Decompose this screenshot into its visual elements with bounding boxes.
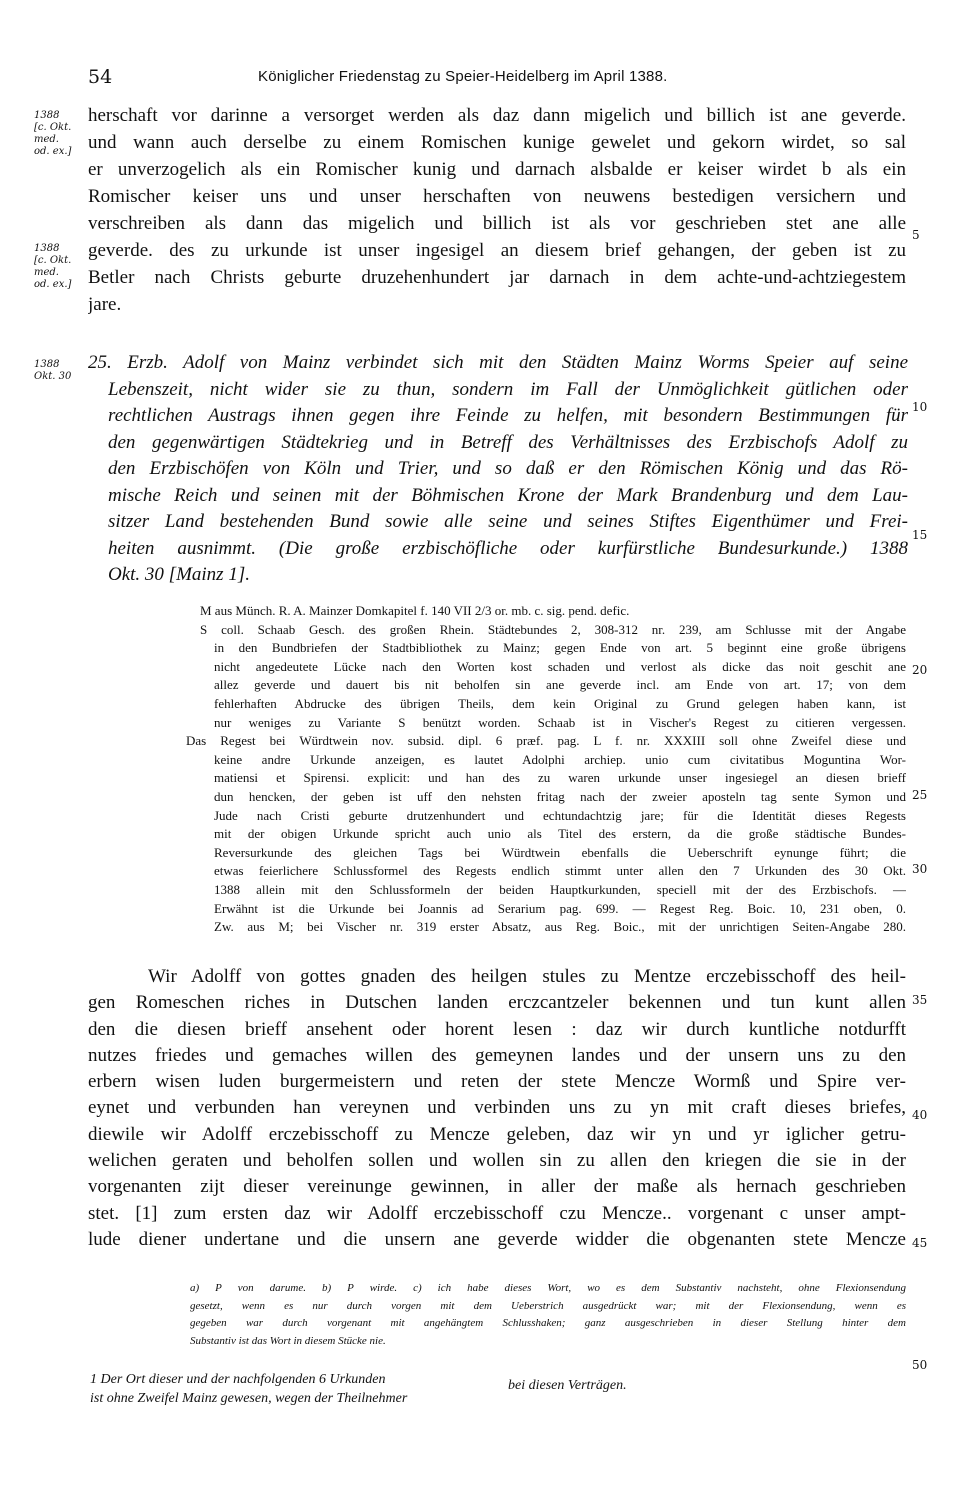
document-line: nutzes friedes und gemaches willen des gemeynen landes und der unsern uns zu den	[88, 1044, 906, 1066]
text-line: und wann auch derselbe zu einem Romischen kunige gewelet und gekorn wirdet, so sal	[88, 132, 906, 153]
source-line: etwas feierlichere Schlussformel des Regests endlich stimmt unter allen den 7 Urkunden des 30 Okt.	[214, 863, 906, 879]
regest-line: Okt. 30 [Mainz 1].	[108, 564, 250, 585]
line-number: 15	[912, 528, 928, 542]
margin-date-note: 1388 Okt. 30	[34, 359, 72, 382]
source-line: allez geverde und dauert bis nit beholfen sin ane geverde incl. am Ende von art. 17; von dem	[214, 677, 906, 693]
source-line: Reversurkunde des gleichen Tags bei Würdtwein ebenfalls die Ueberschrift eynunge führt; die	[214, 844, 906, 860]
source-line: S coll. Schaab Gesch. des großen Rhein. Städtebundes 2, 308-312 nr. 239, am Schlusse mit der Angabe	[200, 621, 906, 637]
regest-line: rechtlichen Austrags ihnen gegen ihre Feinde zu helfen, mit besondern Bestimmungen für	[108, 405, 908, 426]
source-line: dun hencken, der geben ist uff den nehsten fritag nach der zweier aposteln tag sente Symon und	[214, 788, 906, 804]
source-line: fehlerhaften Abdrucke des übrigen Theils, dem kein Original zu Grund gelegen haben kann, ist	[214, 695, 906, 711]
source-line: in den Bundbriefen der Stadtbibliothek zu Mainz; gegen Ende von art. 5 beginnt eine große übrigens	[214, 640, 906, 656]
text-line: Romischer keiser uns und unser herschaften von neuwens bestedigen versichern und	[88, 186, 906, 207]
regest-line: heiten ausnimmt. (Die große erzbischöfliche oder kurfürstliche Bundesurkunde.) 1388	[108, 537, 908, 559]
line-number: 30	[912, 862, 928, 876]
line-number: 25	[912, 788, 928, 802]
apparatus-line: Substantiv ist das Wort in diesem Stücke nie.	[190, 1334, 386, 1347]
source-line: mit der obigen Urkunde spricht auch unio als Titel des erstern, da die große städtische Bundes-	[214, 826, 906, 842]
line-number: 45	[912, 1236, 928, 1250]
source-line: M aus Münch. R. A. Mainzer Domkapitel f. 140 VII 2/3 or. mb. c. sig. pend. defic.	[200, 603, 630, 618]
text-line: herschaft vor darinne a versorget werden als daz dann migelich und billich ist ane geverde.	[88, 105, 906, 126]
document-text	[88, 964, 906, 1253]
source-line: Zw. aus M; bei Vischer nr. 319 erster Absatz, aus Reg. Boic., mit der unrichtigen Seiten-Angabe 280.	[214, 919, 906, 935]
document-line: gen Romeschen riches in Dutschen landen erczcantzeler bekennen und tun kunt allen	[88, 992, 906, 1014]
source-line: 1388 allein mit den Schlussformeln der beiden Hauptkurkunden, speciell mit der des Erzbischofs. —	[214, 881, 906, 897]
text-line: verschreiben als dann das migelich und billich ist als vor geschrieben stet ane alle	[88, 213, 906, 234]
line-number: 35	[912, 993, 928, 1007]
document-line: welichen geraten und beholfen sollen und wollen sin zu allen den kriegen die sie in der	[88, 1150, 906, 1172]
footnote-line: ist ohne Zweifel Mainz gewesen, wegen der Theilnehmer	[90, 1391, 408, 1406]
footnote-line: 1 Der Ort dieser und der nachfolgenden 6 Urkunden	[90, 1372, 386, 1387]
line-number: 10	[912, 400, 928, 414]
critical-apparatus	[190, 1280, 906, 1350]
regest-line: sitzer Land bestehenden Bund sowie alle seine und seines Stiftes Eigenthümer und Frei-	[108, 511, 908, 532]
line-number: 20	[912, 663, 928, 677]
line-number: 40	[912, 1108, 928, 1122]
document-line: lude diener undertane und die unsern ane geverde widder die obgenanten stete Mencze	[88, 1228, 906, 1250]
regest-line: den gegenwärtigen Städtekrieg und in Betreff des Verhältnisses des Erzbischofs Adolf zu	[108, 431, 908, 453]
page-header	[88, 66, 908, 88]
regest-line: den Erzbischöfen von Köln und Trier, und so daß er den Römischen König und das Rö-	[108, 458, 908, 479]
text-line: Betler nach Christs geburte druzehenhundert jar darnach in dem achte-und-achtziegestem	[88, 267, 906, 288]
regest-line: 25. Erzb. Adolf von Mainz verbindet sich mit den Städten Mainz Worms Speier auf seine	[88, 352, 908, 373]
continued-document-text	[88, 102, 906, 318]
source-line: nur weniges zu Variante S benützt worden. Schaab ist in Vischer's Regest zu citieren vergessen.	[214, 714, 906, 730]
line-number: 50	[912, 1358, 928, 1372]
text-line: er unverzogelich als ein Romischer kunig und darnach alsbalde er keiser wirdet b als ein	[88, 159, 906, 180]
footnote-continuation: bei diesen Verträgen.	[508, 1378, 627, 1393]
margin-date-note: 1388 [c. Okt. med. od. ex.]	[34, 243, 72, 290]
source-line: keine andre Urkunde anzeigen, es lautet Adolphi archiep. unio cum civitatibus Moguntina Wor-	[214, 751, 906, 767]
text-line: geverde. des zu urkunde ist unser ingesigel an diesem brief gehangen, der geben ist zu	[88, 240, 906, 261]
apparatus-line: a) P von darume. b) P wirde. c) ich habe dieses Wort, wo es dem Substantiv nachsteht, ohne Flexionsendung	[190, 1282, 906, 1294]
document-line: vorgenanten zijt dieser vereinunge gewinnen, in aller der maße als hernach geschrieben	[88, 1176, 906, 1198]
page-number: 54	[88, 66, 113, 88]
source-line: matiensi et Spirensi. explicit: und han des zu waren urkunde unser ingesiegel an diesen brieff	[214, 770, 906, 786]
apparatus-line: gesetzt, wenn es nur durch vorgen mit dem Ueberstrich ausgedrückt war; mit der Flexionsendung, wenn es	[190, 1299, 906, 1312]
apparatus-line: gegeben war durch vorgenant mit angehängtem Schlusshaken; ganz ausgeschrieben in dieser Stellung hinter dem	[190, 1317, 906, 1329]
regest-line: Lebenszeit, nicht wider sie zu thun, sondern im Fall der Unmöglichkeit gütlichen oder	[108, 378, 908, 400]
source-notes	[186, 602, 906, 937]
source-line: Jude nach Cristi geburte drutzenhundert und echtundachtzig jare; für die Identität dieses Regests	[214, 807, 906, 823]
source-line: Erwähnt ist die Urkunde bei Joannis ad Serarium pag. 699. — Regest Reg. Boic. 10, 231 oben, 0.	[214, 900, 906, 916]
margin-date-note: 1388 [c. Okt. med. od. ex.]	[34, 110, 72, 157]
document-line: stet. [1] zum ersten daz wir Adolff erczebisschoff czu Mencze.. vorgenant c unser ampt-	[88, 1202, 906, 1224]
line-number: 5	[912, 228, 920, 242]
running-title: Königlicher Friedenstag zu Speier-Heidelberg im April 1388.	[258, 68, 668, 85]
source-line: nicht angedeutete Lücke nach den Worten kost schaden und verlost als dicke das noit geschit ane	[214, 658, 906, 674]
document-line: diewile wir Adolff erczebisschoff zu Mencze geleben, daz wir yn und yr iglicher getru-	[88, 1123, 906, 1145]
document-line: eynet und verbunden han vereynen und verbinden uns zu yn mit craft dieses briefes,	[88, 1097, 906, 1119]
document-line: erbern wisen luden burgermeistern und reten der stete Mencze Wormß und Spire ver-	[88, 1071, 906, 1093]
source-line: Das Regest bei Würdtwein nov. subsid. dipl. 6 præf. pag. L f. nr. XXXIII soll ohne Zweifel diese und	[186, 733, 906, 749]
document-line: den die diesen brieff ansehent oder horent lesen : daz wir durch kuntliche notdurfft	[88, 1018, 906, 1040]
text-line: jare.	[88, 294, 122, 315]
regest-line: mische Reich und seinen mit der Böhmischen Krone der Mark Brandenburg und dem Lau-	[108, 484, 908, 506]
document-line: Wir Adolff von gottes gnaden des heilgen stules zu Mentze erczebisschoff des heil-	[148, 966, 906, 987]
document-regest	[88, 350, 908, 589]
